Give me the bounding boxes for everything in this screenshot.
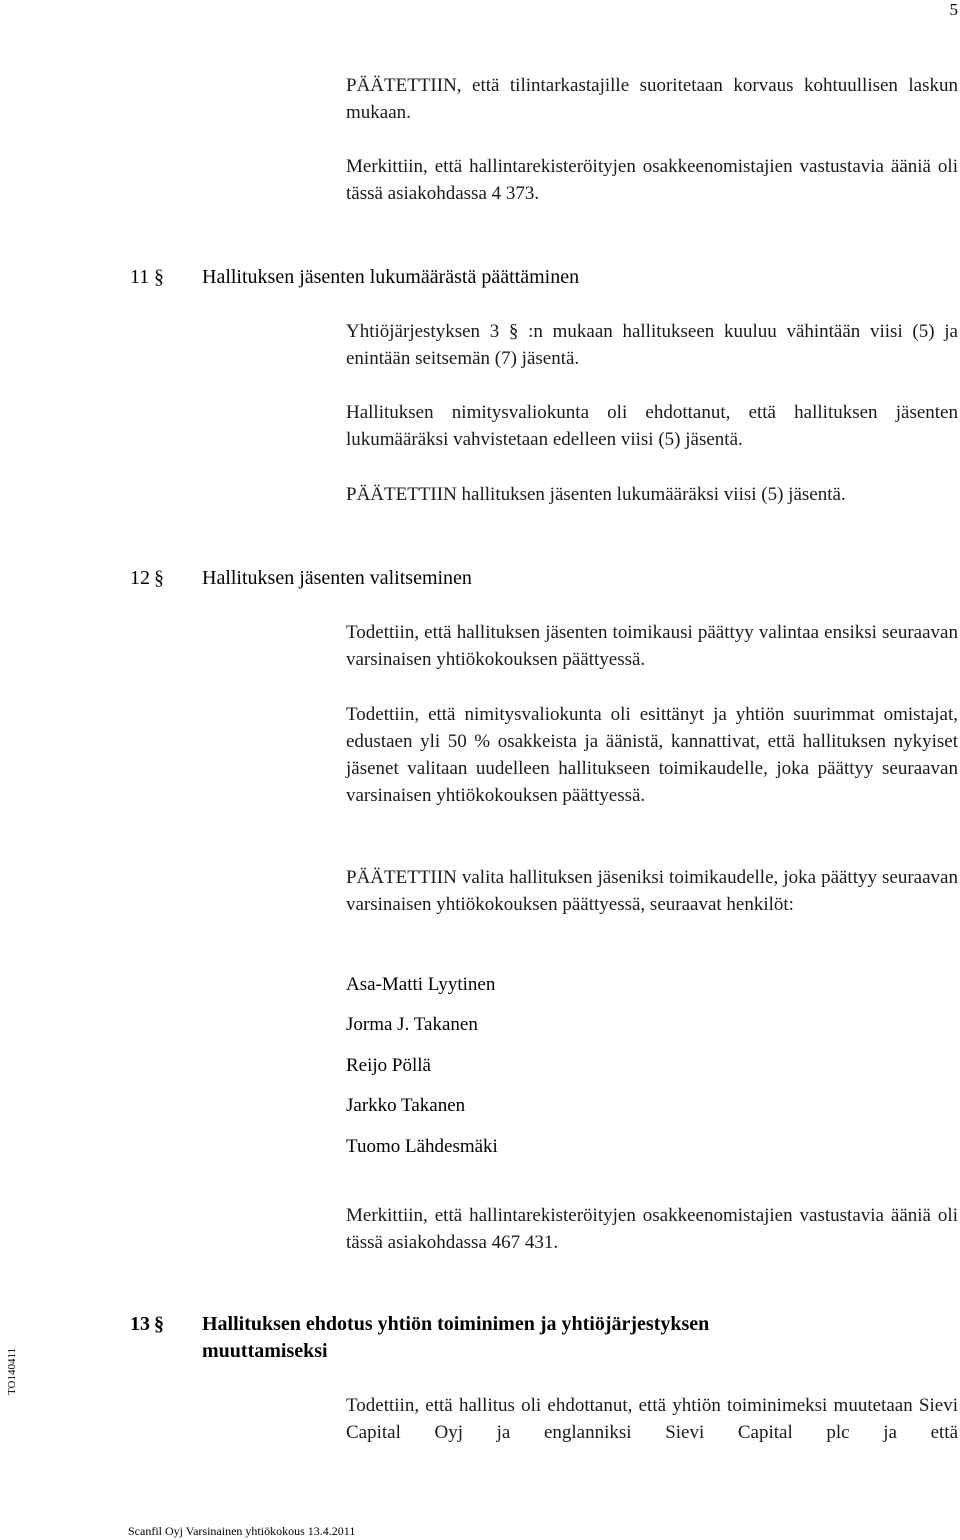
section-number: 12 bbox=[130, 567, 150, 589]
section-symbol: § bbox=[154, 266, 164, 288]
section-title: Hallituksen jäsenten valitseminen bbox=[202, 567, 472, 589]
section-number: 11 bbox=[130, 266, 150, 288]
board-member-name: Jarkko Takanen bbox=[346, 1095, 466, 1116]
board-member-name: Asa-Matti Lyytinen bbox=[346, 974, 496, 995]
section-symbol: § bbox=[154, 1313, 164, 1335]
section-11-decision: PÄÄTETTIIN hallituksen jäsenten lukumääräksi viisi (5) jäsentä. bbox=[346, 484, 846, 505]
intro-decision-paragraph: PÄÄTETTIIN, että tilintarkastajille suoritetaan korvaus kohtuullisen laskun mukaan. bbox=[346, 75, 958, 123]
section-number: 13 bbox=[130, 1313, 150, 1335]
board-member-name: Reijo Pöllä bbox=[346, 1055, 431, 1076]
section-13-paragraph-1: Todettiin, että hallitus oli ehdottanut, että yhtiön toiminimeksi muutetaan Sievi Capital Oyj ja englanniksi Sievi Capital plc ja että bbox=[346, 1395, 958, 1443]
intro-votes-paragraph: Merkittiin, että hallintarekisteröityjen osakkeenomistajien vastustavia ääniä oli tässä asiakohdassa 4 373. bbox=[346, 156, 958, 204]
section-11-paragraph-2: Hallituksen nimitysvaliokunta oli ehdottanut, että hallituksen jäsenten lukumääräksi vahvistetaan edelleen viisi (5) jäsentä. bbox=[346, 402, 958, 450]
section-symbol: § bbox=[154, 567, 164, 589]
page-footer: Scanfil Oyj Varsinainen yhtiökokous 13.4.2011 bbox=[128, 1524, 356, 1538]
document-code: TO140411 bbox=[6, 1347, 18, 1395]
page-number: 5 bbox=[949, 0, 958, 19]
board-member-name: Tuomo Lähdesmäki bbox=[346, 1136, 498, 1157]
board-member-name: Jorma J. Takanen bbox=[346, 1014, 478, 1035]
section-12-decision: PÄÄTETTIIN valita hallituksen jäseniksi toimikaudelle, joka päättyy seuraavan varsinaisen yhtiökokouksen päättyessä, seuraavat henkilöt: bbox=[346, 867, 958, 915]
section-12-paragraph-1: Todettiin, että hallituksen jäsenten toimikausi päättyy valintaa ensiksi seuraavan varsinaisen yhtiökokouksen päättyessä. bbox=[346, 622, 958, 670]
section-12-paragraph-2: Todettiin, että nimitysvaliokunta oli esittänyt ja yhtiön suurimmat omistajat, edustaen yli 50 % osakkeista ja äänistä, kannattivat, että hallituksen nykyiset jäsenet valitaan uudelleen hallitukseen toimikaudelle, joka päättyy seuraavan varsinaisen yhtiökokouksen päättyessä. bbox=[346, 704, 958, 806]
section-12-votes-paragraph: Merkittiin, että hallintarekisteröityjen osakkeenomistajien vastustavia ääniä oli tässä asiakohdassa 467 431. bbox=[346, 1205, 958, 1253]
section-title: Hallituksen ehdotus yhtiön toiminimen ja yhtiöjärjestyksen muuttamiseksi bbox=[202, 1313, 710, 1362]
section-11-paragraph-1: Yhtiöjärjestyksen 3 § :n mukaan hallitukseen kuuluu vähintään viisi (5) ja enintään seitsemän (7) jäsentä. bbox=[346, 321, 958, 369]
section-title: Hallituksen jäsenten lukumäärästä päättäminen bbox=[202, 266, 580, 288]
